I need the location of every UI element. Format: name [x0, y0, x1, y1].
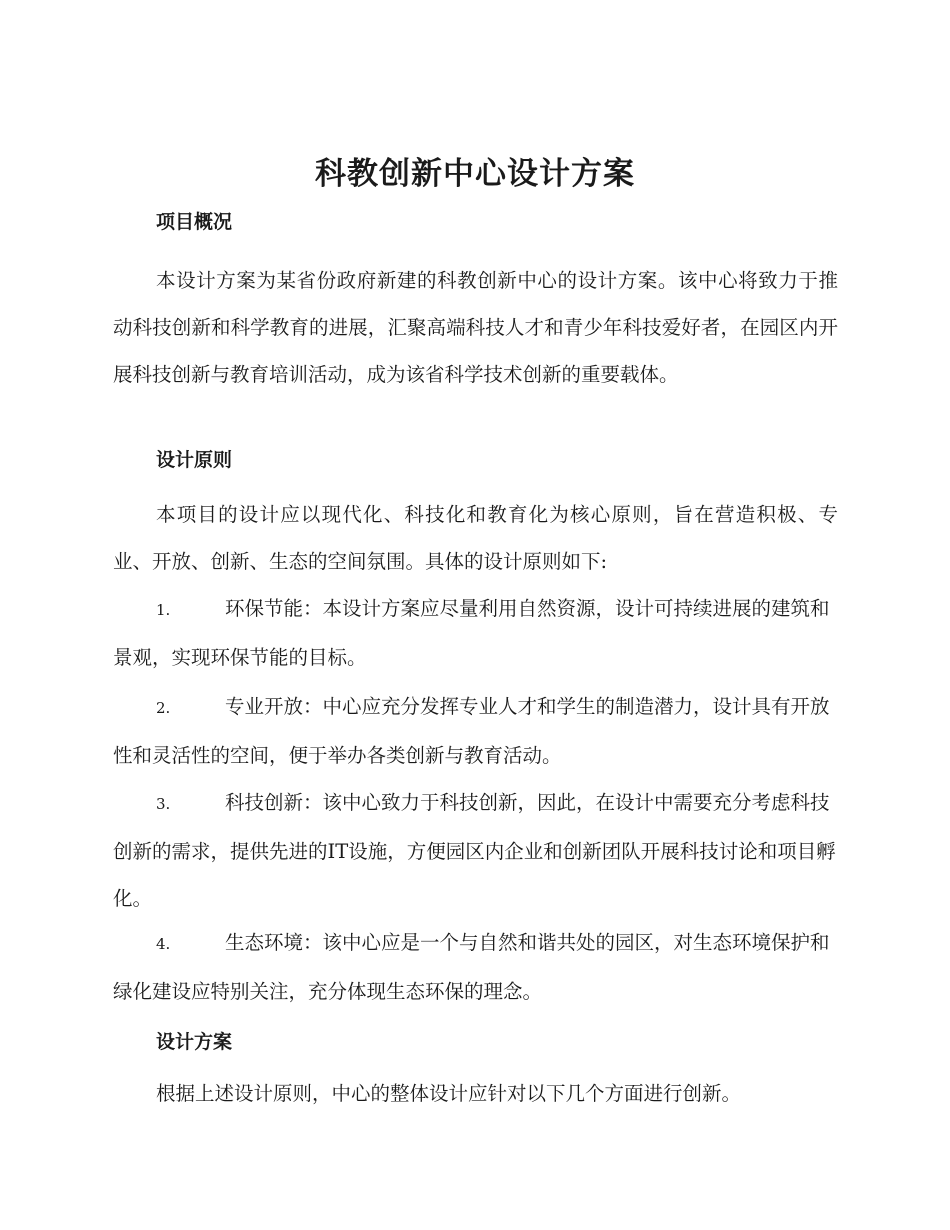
list-item-text: 科技创新：该中心致力于科技创新，因此，在设计中需要充分考虑科技创新的需求，提供先进的IT设施，方便园区内企业和创新团队开展科技讨论和项目孵化。	[113, 791, 836, 910]
section-heading-principles: 设计原则	[156, 449, 233, 471]
list-item	[113, 919, 838, 1015]
list-item-number: 3.	[156, 795, 171, 813]
list-item-text: 环保节能：本设计方案应尽量利用自然资源，设计可持续进展的建筑和景观，实现环保节能的目标。	[113, 597, 830, 669]
list-item-text: 专业开放：中心应充分发挥专业人才和学生的制造潜力，设计具有开放性和灵活性的空间，便于举办各类创新与教育活动。	[113, 695, 830, 767]
section-heading-overview: 项目概况	[156, 211, 233, 233]
list-item	[113, 779, 838, 922]
section-paragraph-principles: 本项目的设计应以现代化、科技化和教育化为核心原则，旨在营造积极、专业、开放、创新、生态的空间氛围。具体的设计原则如下:	[113, 503, 838, 573]
section-paragraph-design-plan: 根据上述设计原则，中心的整体设计应针对以下几个方面进行创新。	[156, 1082, 742, 1105]
section-heading-design-plan: 设计方案	[156, 1031, 233, 1053]
list-item	[113, 585, 838, 681]
section-paragraph-overview: 本设计方案为某省份政府新建的科教创新中心的设计方案。该中心将致力于推动科技创新和科学教育的进展，汇聚高端科技人才和青少年科技爱好者，在园区内开展科技创新与教育培训活动，成为该省科学技术创新的重要载体。	[113, 269, 838, 386]
list-item-number: 1.	[156, 601, 171, 619]
list-item-number: 2.	[156, 699, 171, 717]
list-item-number: 4.	[156, 935, 171, 953]
list-item	[113, 683, 838, 779]
list-item-text: 生态环境：该中心应是一个与自然和谐共处的园区，对生态环境保护和绿化建设应特别关注，充分体现生态环保的理念。	[113, 931, 830, 1003]
document-title: 科教创新中心设计方案	[315, 156, 635, 192]
